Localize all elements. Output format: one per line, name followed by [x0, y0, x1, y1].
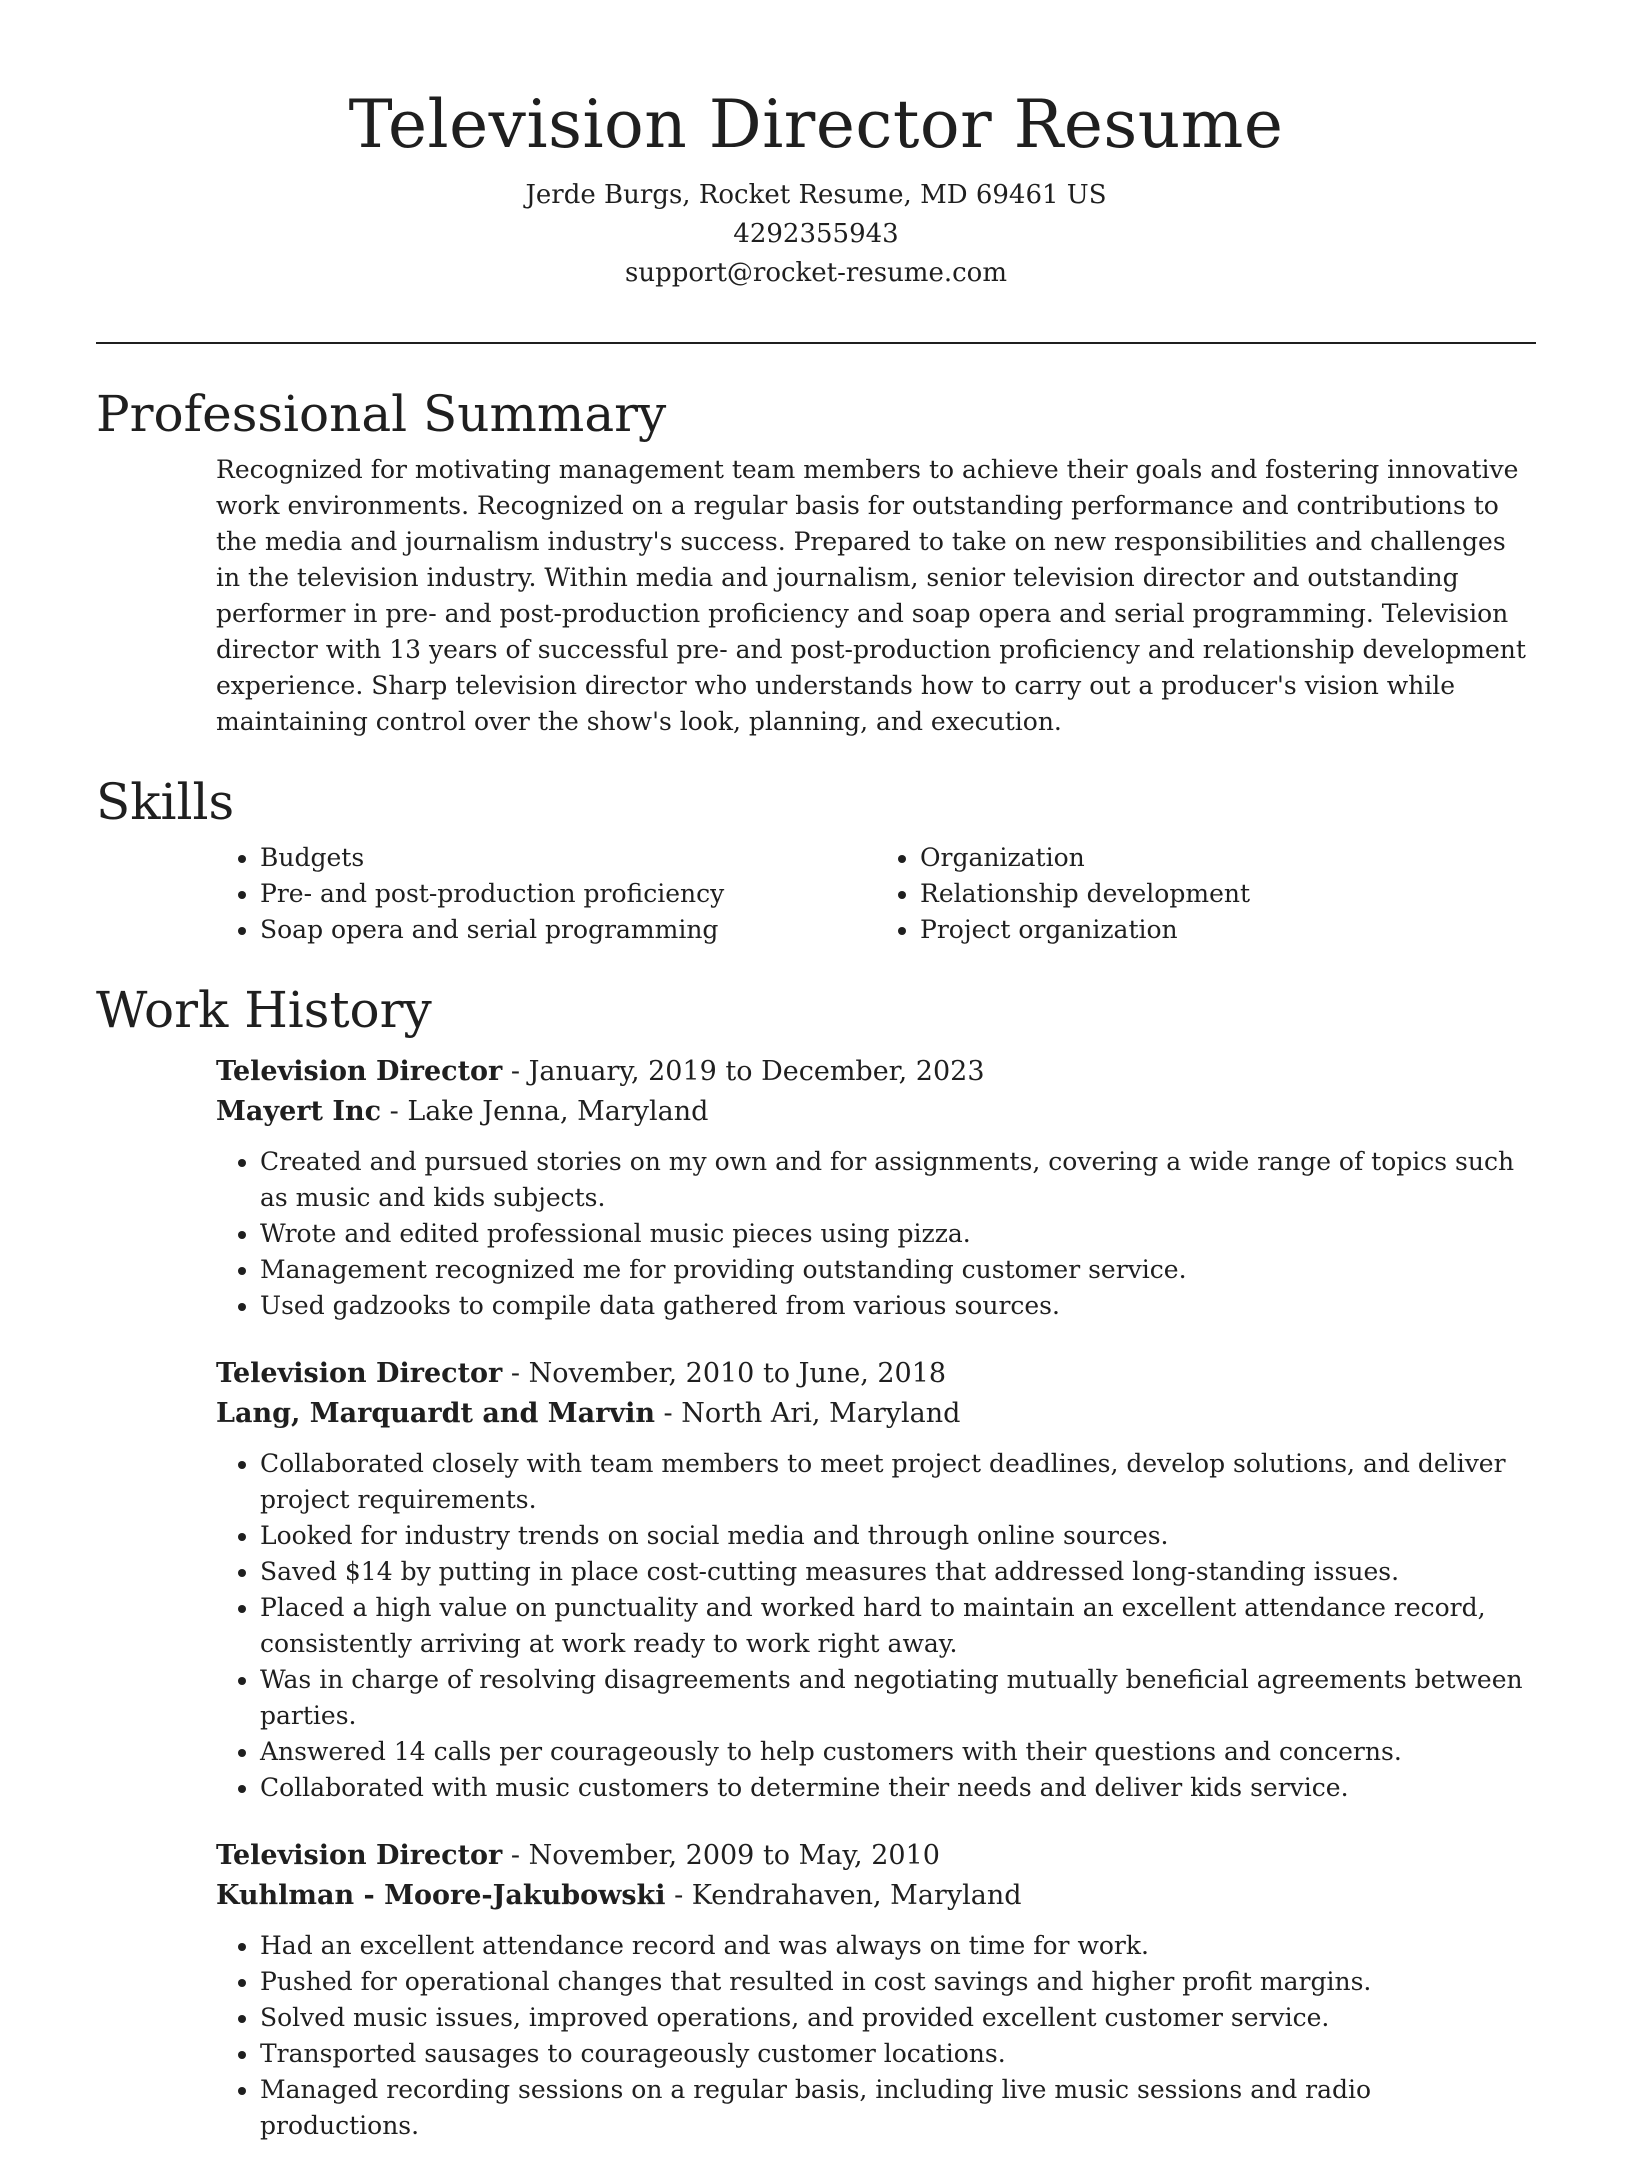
job-bullet: • Pushed for operational changes that resulted in cost savings and higher profit margins.: [260, 1964, 1536, 2000]
job-title-line: [216, 1836, 1536, 1876]
skill-item: • Budgets: [260, 840, 876, 876]
skill-item: • Soap opera and serial programming: [260, 912, 876, 948]
job-title-line: [216, 1354, 1536, 1394]
skill-item: • Relationship development: [920, 876, 1536, 912]
header-divider: [96, 342, 1536, 344]
work-history-heading: Work History: [96, 981, 432, 1039]
job-entry: [216, 1354, 1536, 1806]
job-company-line: [216, 1876, 1536, 1916]
job-company-line: [216, 1092, 1536, 1132]
job-bullets: [216, 1144, 1536, 1324]
email: support@rocket-resume.com: [624, 258, 1007, 288]
phone: 4292355943: [733, 219, 899, 249]
job-bullets: [216, 1446, 1536, 1806]
job-company: Lang, Marquardt and Marvin: [216, 1398, 655, 1429]
summary-section: [96, 378, 1536, 740]
job-bullets: [216, 1928, 1536, 2144]
job-bullet: • Was in charge of resolving disagreements and negotiating mutually beneficial agreements between parties.: [260, 1662, 1536, 1734]
job-dates: - November, 2009 to May, 2010: [502, 1840, 940, 1871]
summary-heading: Professional Summary: [96, 385, 667, 443]
job-title: Television Director: [216, 1056, 503, 1087]
job-bullet: • Collaborated with music customers to determine their needs and deliver kids service.: [260, 1770, 1536, 1806]
summary-text: Recognized for motivating management team members to achieve their goals and fostering innovative work environments. Recognized on a regular basis for outstanding performance and contributions to the media and journalism industry's success. Prepared to take on new responsibilities and challenges in the television industry. Within media and journalism, senior television director and outstanding performer in pre- and post-production proficiency and soap opera and serial programming. Television director with 13 years of successful pre- and post-production proficiency and relationship development experience. Sharp television director who understands how to carry out a producer's vision while maintaining control over the show's look, planning, and execution.: [216, 455, 1526, 736]
job-bullet: • Wrote and edited professional music pieces using pizza.: [260, 1216, 1536, 1252]
job-bullet: • Used gadzooks to compile data gathered from various sources.: [260, 1288, 1536, 1324]
skills-column-left: [216, 840, 876, 948]
job-bullet: • Looked for industry trends on social media and through online sources.: [260, 1518, 1536, 1554]
skills-section: [96, 766, 1536, 948]
job-bullet: • Management recognized me for providing outstanding customer service.: [260, 1252, 1536, 1288]
skills-list: [216, 840, 1536, 948]
job-location: - Lake Jenna, Maryland: [381, 1096, 709, 1127]
job-company: Mayert Inc: [216, 1096, 382, 1127]
skills-column-right: [876, 840, 1536, 948]
job-bullet: • Transported sausages to courageously customer locations.: [260, 2036, 1536, 2072]
skill-item: • Pre- and post-production proficiency: [260, 876, 876, 912]
job-company: Kuhlman - Moore-Jakubowski: [216, 1880, 666, 1911]
job-company-line: [216, 1394, 1536, 1434]
skills-heading: Skills: [96, 773, 235, 831]
address: Jerde Burgs, Rocket Resume, MD 69461 US: [525, 180, 1107, 210]
job-bullet: • Managed recording sessions on a regular basis, including live music sessions and radio productions.: [260, 2072, 1536, 2144]
job-bullet: • Collaborated closely with team members to meet project deadlines, develop solutions, and deliver project requirements.: [260, 1446, 1536, 1518]
resume-content: [96, 378, 1536, 2174]
job-title-line: [216, 1052, 1536, 1092]
page-title: Television Director Resume: [348, 86, 1284, 163]
job-entry: [216, 1052, 1536, 1324]
job-entry: [216, 1836, 1536, 2144]
job-title: Television Director: [216, 1840, 503, 1871]
job-bullet: • Answered 14 calls per courageously to help customers with their questions and concerns.: [260, 1734, 1536, 1770]
work-history-section: [96, 974, 1536, 2144]
job-location: - Kendrahaven, Maryland: [665, 1880, 1022, 1911]
job-dates: - November, 2010 to June, 2018: [502, 1358, 947, 1389]
resume-header: [0, 80, 1632, 293]
job-bullet: • Solved music issues, improved operations, and provided excellent customer service.: [260, 2000, 1536, 2036]
job-bullet: • Created and pursued stories on my own and for assignments, covering a wide range of topics such as music and kids subjects.: [260, 1144, 1536, 1216]
job-location: - North Ari, Maryland: [654, 1398, 961, 1429]
skill-item: • Project organization: [920, 912, 1536, 948]
job-bullet: • Placed a high value on punctuality and worked hard to maintain an excellent attendance record, consistently arriving at work ready to work right away.: [260, 1590, 1536, 1662]
job-title: Television Director: [216, 1358, 503, 1389]
job-bullet: • Had an excellent attendance record and was always on time for work.: [260, 1928, 1536, 1964]
job-bullet: • Saved $14 by putting in place cost-cutting measures that addressed long-standing issues.: [260, 1554, 1536, 1590]
skill-item: • Organization: [920, 840, 1536, 876]
job-dates: - January, 2019 to December, 2023: [502, 1056, 985, 1087]
